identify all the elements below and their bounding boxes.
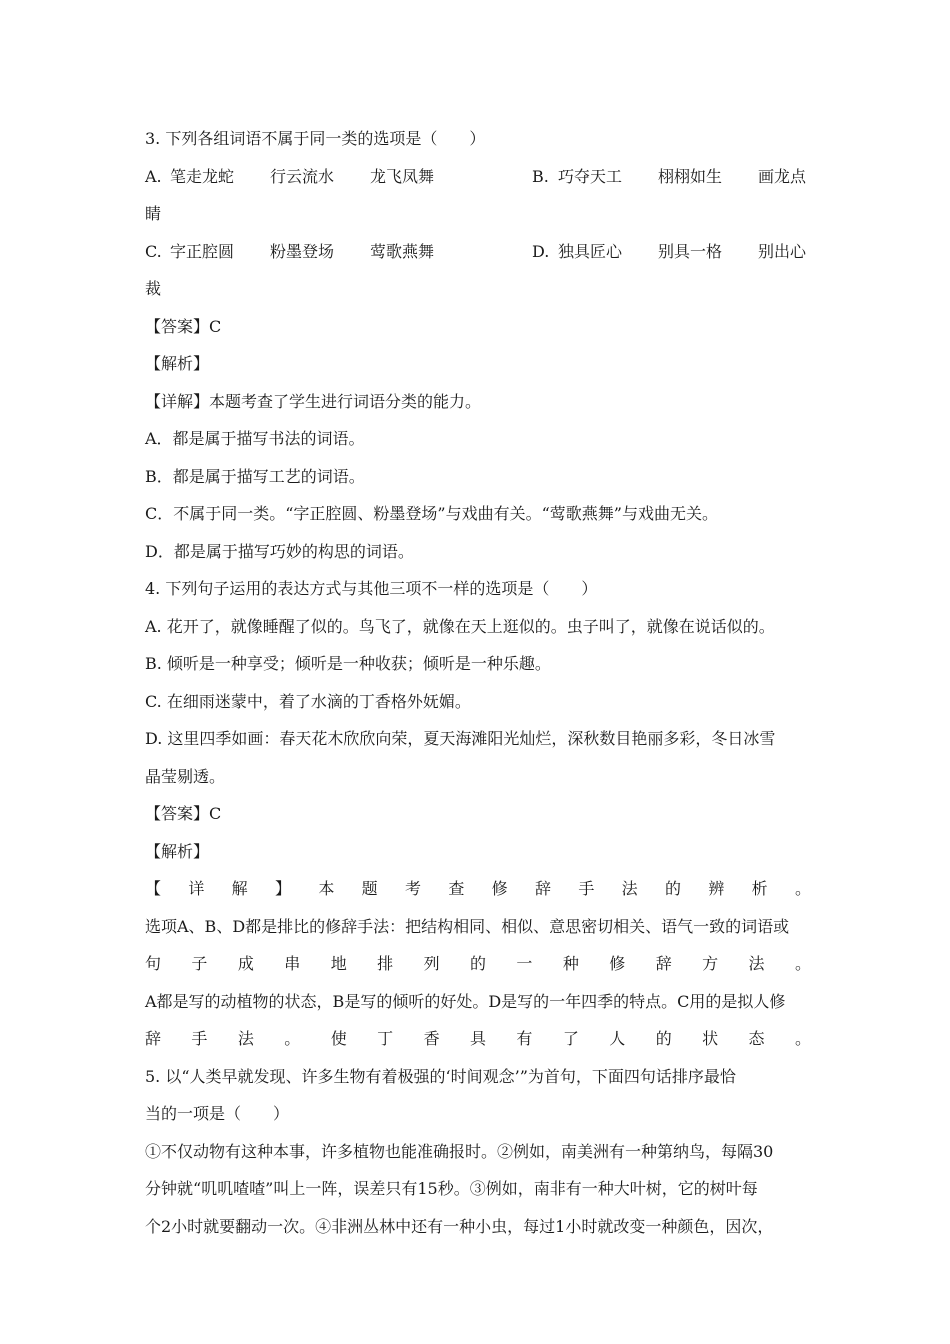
- q5-passage-line3: 个2小时就要翻动一次。④非洲丛林中还有一种小虫，每过1小时就改变一种颜色，因次，: [145, 1216, 774, 1236]
- q4-detail-line2: 选项A、B、D都是排比的修辞手法：把结构相同、相似、意思密切相关、语气一致的词语或: [145, 916, 790, 936]
- q4-detail-line1: 【详解】本题考查修辞手法的辨析。: [145, 879, 811, 898]
- q5-stem-line2: 当的一项是（ ）: [145, 1104, 290, 1123]
- q4-option-c: C. 在细雨迷蒙中，着了水滴的丁香格外妩媚。: [145, 691, 471, 711]
- q4-option-d-line2: 晶莹剔透。: [145, 766, 226, 786]
- q4-detail-line4: A都是写的动植物的状态，B是写的倾听的好处。D是写的一年四季的特点。C用的是拟人修: [145, 991, 786, 1011]
- q4-analysis-title: 【解析】: [145, 841, 210, 861]
- q3-option-c-word2: 粉墨登场: [270, 241, 335, 261]
- q3-option-c-word1: 字正腔圆: [170, 241, 235, 261]
- q3-option-b-wrap: 睛: [145, 204, 162, 223]
- q5-stem-line1: 5. 以“人类早就发现、许多生物有着极强的‘时间观念’”为首句，下面四句话排序最恰: [145, 1066, 736, 1086]
- q3-option-a-label: A.: [145, 166, 162, 186]
- q4-detail-line5: 辞手法。使丁香具有了人的状态。: [145, 1029, 811, 1048]
- q3-option-b-word2: 栩栩如生: [658, 166, 723, 186]
- q4-stem: 4. 下列句子运用的表达方式与其他三项不一样的选项是（ ）: [145, 579, 598, 598]
- q3-option-b-word1: 巧夺天工: [558, 166, 623, 186]
- q3-option-b-word3: 画龙点: [758, 166, 807, 186]
- q3-options-ab: [145, 158, 815, 196]
- q3-option-d-word2: 别具一格: [658, 241, 723, 261]
- q3-option-c-label: C.: [145, 241, 162, 261]
- q3-option-a-word1: 笔走龙蛇: [170, 166, 235, 186]
- q4-option-a: A. 花开了，就像睡醒了似的。鸟飞了，就像在天上逛似的。虫子叫了，就像在说话似的。: [145, 616, 775, 636]
- q4-option-d-line1: D. 这里四季如画：春天花木欣欣向荣，夏天海滩阳光灿烂，深秋数目艳丽多彩，冬日冰雪: [145, 729, 776, 748]
- q3-explanation-a: A．都是属于描写书法的词语。: [145, 429, 365, 448]
- q3-option-a-word2: 行云流水: [270, 166, 335, 186]
- q3-analysis-title: 【解析】: [145, 354, 210, 373]
- q3-option-a-word3: 龙飞凤舞: [370, 166, 435, 186]
- q3-explanation-b: B．都是属于描写工艺的词语。: [145, 466, 365, 486]
- q3-options-cd: [145, 233, 815, 271]
- content: [145, 120, 815, 1245]
- q3-option-c-word3: 莺歌燕舞: [370, 241, 435, 261]
- q3-answer: 【答案】C: [145, 316, 222, 336]
- q5-passage-line1: ①不仅动物有这种本事，许多植物也能准确报时。②例如，南美洲有一种第纳鸟，每隔30: [145, 1141, 774, 1161]
- q3-option-d-word1: 独具匠心: [558, 241, 623, 261]
- q3-option-d-wrap: 裁: [145, 279, 162, 298]
- q3-explanation-c: C．不属于同一类。“字正腔圆、粉墨登场”与戏曲有关。“莺歌燕舞”与戏曲无关。: [145, 504, 718, 523]
- q3-option-d-label: D.: [532, 241, 550, 261]
- q4-answer: 【答案】C: [145, 804, 222, 823]
- q4-detail-line3: 句子成串地排列的一种修辞方法。: [145, 954, 811, 973]
- q3-stem: 3. 下列各组词语不属于同一类的选项是（ ）: [145, 129, 486, 148]
- q3-detail: 【详解】本题考查了学生进行词语分类的能力。: [145, 391, 482, 411]
- q3-option-b-label: B.: [532, 166, 549, 186]
- q5-passage-line2: 分钟就“叽叽喳喳”叫上一阵，误差只有15秒。③例如，南非有一种大叶树，它的树叶每: [145, 1179, 758, 1198]
- q3-explanation-d: D．都是属于描写巧妙的构思的词语。: [145, 541, 414, 561]
- q3-option-d-word3: 别出心: [758, 241, 807, 261]
- q4-option-b: B. 倾听是一种享受；倾听是一种收获；倾听是一种乐趣。: [145, 654, 551, 673]
